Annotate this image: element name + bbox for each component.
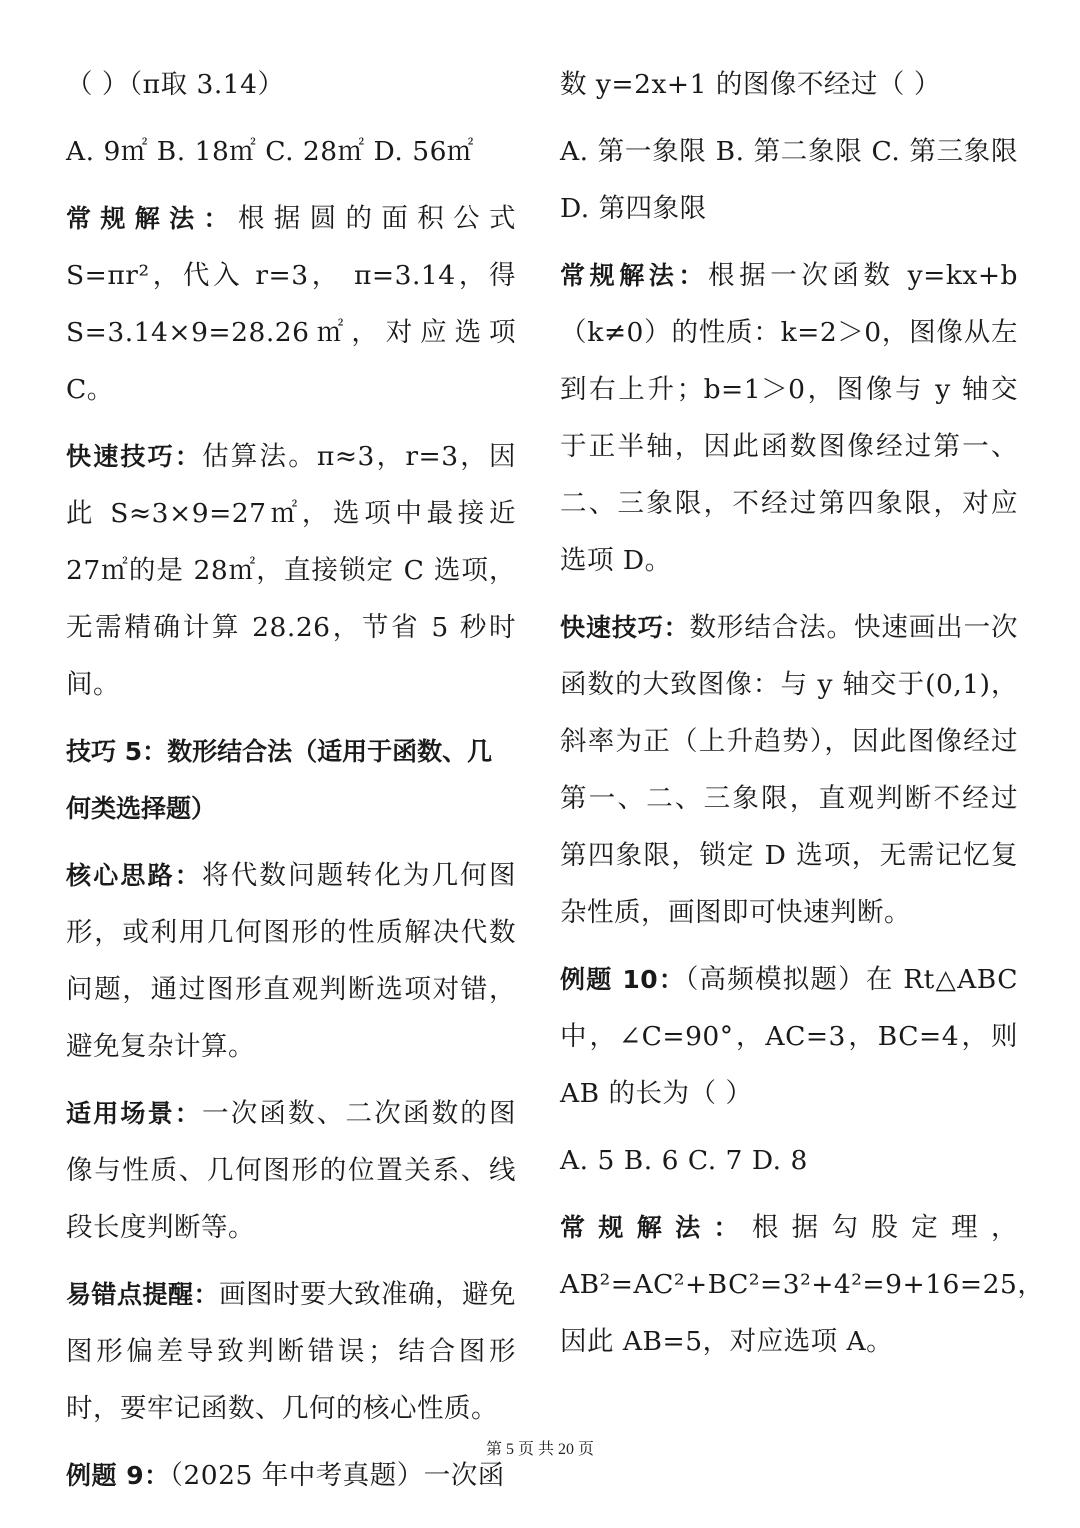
trick-paragraph bbox=[66, 428, 516, 713]
section-title: 技巧 5：数形结合法（适用于函数、几何类选择题） bbox=[66, 737, 493, 823]
example10-text: （高频模拟题）在 Rt△ABC 中，∠C=90°，AC=3，BC=4，则 AB 的长为（ ） bbox=[560, 964, 1018, 1109]
trick-text: 数形结合法。快速画出一次函数的大致图像：与 y 轴交于(0,1)，斜率为正（上升趋势），因此图像经过第一、二、三象限，直观判断不经过第四象限，锁定 D 选项，无需记忆复杂性质，画图即可快速判断。 bbox=[560, 612, 1018, 928]
error-label: 易错点提醒： bbox=[66, 1280, 220, 1309]
method2-label: 常规解法： bbox=[560, 1213, 752, 1242]
example9-continuation: 数 y=2x+1 的图像不经过（ ） bbox=[560, 69, 941, 100]
method-label: 常规解法： bbox=[560, 261, 709, 290]
scene-label: 适用场景： bbox=[66, 1099, 202, 1128]
left-column bbox=[66, 56, 516, 1514]
example9-text: （2025 年中考真题）一次函 bbox=[169, 1460, 505, 1491]
method-text: 根据圆的面积公式 S=πr²，代入 r=3， π=3.14，得 S=3.14×9=28.26㎡，对应选项 C。 bbox=[66, 203, 516, 405]
trick-paragraph-right bbox=[560, 599, 1018, 941]
core-paragraph bbox=[66, 847, 516, 1075]
method-label: 常规解法： bbox=[66, 204, 238, 233]
method-text: 根据一次函数 y=kx+b（k≠0）的性质：k=2＞0，图像从左到右上升；b=1＞0，图像与 y 轴交于正半轴，因此函数图像经过第一、二、三象限，不经过第四象限，对应选项 D。 bbox=[560, 260, 1018, 576]
method2-paragraph bbox=[560, 1199, 1045, 1370]
trick-label: 快速技巧： bbox=[560, 613, 690, 642]
core-text: 将代数问题转化为几何图形，或利用几何图形的性质解决代数问题，通过图形直观判断选项对错，避免复杂计算。 bbox=[66, 860, 516, 1062]
core-label: 核心思路： bbox=[66, 861, 202, 890]
page-footer: 第 5 页 共 20 页 bbox=[485, 1441, 594, 1458]
example10-label: 例题 10： bbox=[560, 965, 686, 994]
trick-label: 快速技巧： bbox=[66, 442, 203, 471]
example9-options: A. 第一象限 B. 第二象限 C. 第三象限 D. 第四象限 bbox=[560, 136, 1018, 224]
example10-options: A. 5 B. 6 C. 7 D. 8 bbox=[560, 1145, 808, 1176]
scene-paragraph bbox=[66, 1085, 516, 1256]
question-end: （ ）（π取 3.14） bbox=[66, 69, 285, 100]
scene-text: 一次函数、二次函数的图像与性质、几何图形的位置关系、线段长度判断等。 bbox=[66, 1098, 516, 1243]
method-paragraph-right bbox=[560, 247, 1018, 589]
example9-label: 例题 9： bbox=[66, 1461, 170, 1490]
method2-text: 根据勾股定理，AB²=AC²+BC²=3²+4²=9+16=25，因此 AB=5，对应选项 A。 bbox=[560, 1212, 1045, 1357]
right-column bbox=[560, 56, 1045, 1380]
question-options: A. 9㎡ B. 18㎡ C. 28㎡ D. 56㎡ bbox=[66, 136, 474, 167]
method-paragraph bbox=[66, 190, 516, 418]
example10-paragraph bbox=[560, 951, 1018, 1122]
trick-text: 估算法。π≈3，r=3，因此 S≈3×9=27㎡，选项中最接近 27㎡的是 28㎡，直接锁定 C 选项，无需精确计算 28.26，节省 5 秒时间。 bbox=[66, 441, 516, 700]
error-text: 画图时要大致准确，避免图形偏差导致判断错误；结合图形时，要牢记函数、几何的核心性质。 bbox=[66, 1279, 517, 1424]
error-paragraph bbox=[66, 1266, 516, 1437]
